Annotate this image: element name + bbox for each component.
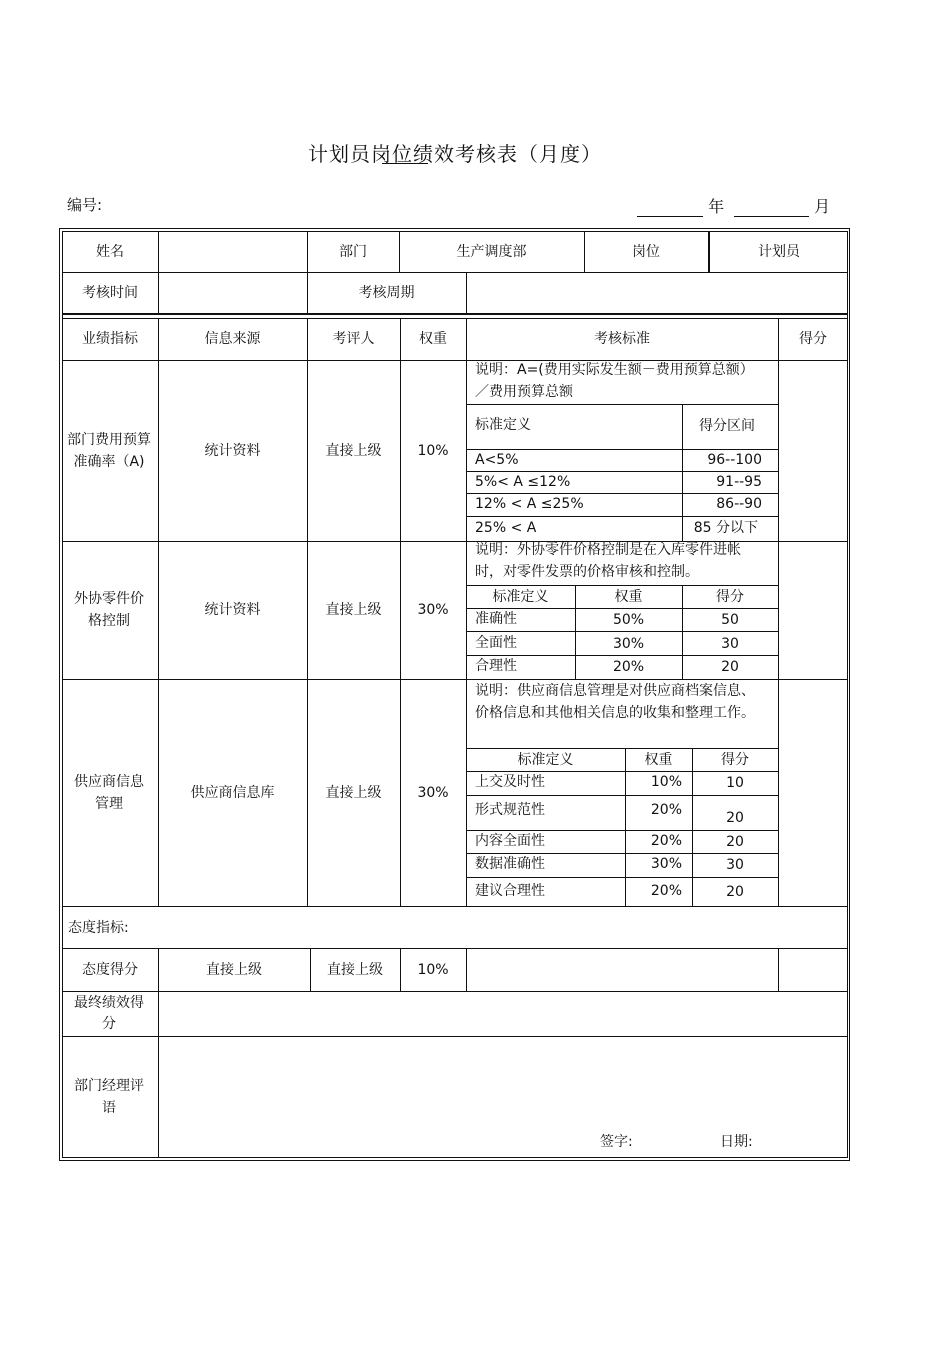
kpi1-row4-def: 25% < A (475, 520, 537, 536)
month-blank[interactable] (734, 198, 809, 217)
cycle-input[interactable] (466, 272, 848, 313)
kpi3-weight: 30% (417, 784, 449, 801)
kpi2-row2-score: 30 (721, 635, 739, 652)
kpi3-col-score: 得分 (721, 751, 749, 768)
kpi2-row1-weight: 50% (612, 611, 645, 628)
attitude-source: 直接上级 (206, 961, 262, 978)
kpi3-row2-weight: 20% (650, 802, 682, 818)
dept-label: 部门 (339, 243, 367, 260)
kpi1-row1-def: A<5% (475, 452, 519, 468)
attitude-score-label: 态度得分 (82, 961, 138, 978)
kpi3-col-weight: 权重 (644, 751, 673, 768)
comment-label: 部门经理评语 (74, 1078, 144, 1116)
kpi2-row3-weight: 20% (612, 659, 645, 675)
kpi2-row2-weight: 30% (612, 635, 645, 652)
final-score-label: 最终绩效得分 (74, 994, 144, 1032)
attitude-score-cell[interactable] (778, 948, 848, 991)
kpi1-source: 统计资料 (204, 442, 261, 459)
dept-value: 生产调度部 (456, 243, 527, 260)
kpi1-row2-def: 5%< A ≤12% (475, 474, 571, 490)
time-input[interactable] (158, 272, 307, 313)
year-label: 年 (708, 197, 725, 216)
kpi3-row1-score: 10 (726, 775, 744, 791)
kpi3-row1-def: 上交及时性 (475, 774, 545, 790)
kpi3-row4-weight: 30% (650, 856, 682, 872)
serial-label: 编号: (67, 196, 103, 214)
col-weight: 权重 (419, 331, 447, 347)
col-standard: 考核标准 (594, 331, 650, 347)
post-label: 岗位 (632, 243, 660, 260)
kpi3-reviewer: 直接上级 (325, 784, 382, 801)
divider (62, 906, 848, 907)
kpi3-row1-weight: 10% (650, 774, 682, 790)
kpi1-row4-range: 85 分以下 (693, 520, 758, 536)
col-reviewer: 考评人 (332, 331, 375, 347)
kpi3-note: 说明：供应商信息管理是对供应商档案信息、价格信息和其他相关信息的收集和整理工作。 (475, 683, 755, 721)
sign-label: 签字: (600, 1134, 633, 1150)
page-title: 计划员岗位绩效考核表（月度） (308, 142, 602, 166)
kpi2-row1-score: 50 (721, 611, 739, 628)
kpi1-row2-range: 91--95 (716, 474, 762, 490)
kpi3-col-def: 标准定义 (517, 751, 574, 768)
year-field (637, 194, 724, 217)
month-field (734, 194, 830, 217)
kpi2-col-score: 得分 (716, 588, 744, 605)
attitude-reviewer: 直接上级 (327, 961, 383, 978)
date-label: 日期: (720, 1134, 753, 1150)
kpi3-row5-score: 20 (726, 883, 744, 900)
kpi3-name: 供应商信息管理 (74, 773, 144, 812)
kpi3-row5-def: 建议合理性 (475, 883, 545, 899)
name-input[interactable] (158, 231, 307, 272)
kpi2-row3-def: 合理性 (475, 658, 517, 674)
kpi1-col-range: 得分区间 (699, 418, 755, 434)
col-indicator: 业绩指标 (82, 331, 138, 347)
kpi2-row1-def: 准确性 (475, 611, 517, 627)
divider (466, 318, 467, 906)
kpi2-weight: 30% (417, 602, 449, 618)
kpi3-row3-weight: 20% (650, 833, 682, 849)
kpi2-col-weight: 权重 (614, 588, 643, 605)
time-label: 考核时间 (82, 284, 138, 301)
kpi3-source: 供应商信息库 (190, 784, 275, 801)
divider (466, 795, 778, 796)
kpi2-row2-def: 全面性 (475, 635, 517, 651)
kpi3-row3-score: 20 (726, 833, 744, 850)
kpi2-reviewer: 直接上级 (325, 602, 382, 618)
final-score-cell[interactable] (158, 991, 848, 1036)
month-label: 月 (814, 197, 831, 216)
kpi2-name: 外协零件价格控制 (74, 591, 144, 629)
kpi3-row2-score: 20 (726, 810, 744, 826)
kpi3-row5-weight: 20% (650, 883, 682, 899)
kpi1-weight: 10% (417, 442, 449, 459)
kpi1-reviewer: 直接上级 (325, 442, 382, 459)
kpi1-row3-def: 12% < A ≤25% (475, 496, 584, 512)
kpi2-row3-score: 20 (721, 659, 739, 675)
kpi1-row1-range: 96--100 (707, 452, 762, 468)
kpi2-col-def: 标准定义 (492, 588, 549, 605)
kpi3-row3-def: 内容全面性 (475, 833, 545, 849)
attitude-standard-cell[interactable] (466, 948, 778, 991)
title-underline (382, 163, 428, 164)
attitude-weight: 10% (417, 961, 449, 978)
col-source: 信息来源 (204, 331, 261, 347)
name-label: 姓名 (96, 243, 124, 260)
year-blank[interactable] (637, 198, 703, 217)
kpi2-note: 说明：外协零件价格控制是在入库零件进帐时，对零件发票的价格审核和控制。 (475, 542, 741, 580)
post-value: 计划员 (758, 243, 800, 260)
attitude-section-label: 态度指标: (68, 920, 129, 936)
comment-area[interactable] (158, 1036, 848, 1132)
col-score: 得分 (799, 331, 827, 347)
divider (62, 313, 848, 315)
kpi1-row3-range: 86--90 (716, 496, 762, 512)
kpi2-source: 统计资料 (204, 602, 261, 618)
kpi3-row4-score: 30 (726, 857, 744, 873)
kpi1-col-def: 标准定义 (475, 417, 531, 433)
kpi1-note: 说明：A=(费用实际发生额－费用预算总额）／费用预算总额 (475, 362, 754, 400)
kpi1-name: 部门费用预算准确率（A) (67, 431, 151, 470)
kpi3-row2-def: 形式规范性 (475, 802, 545, 818)
kpi3-row4-def: 数据准确性 (475, 856, 545, 872)
cycle-label: 考核周期 (358, 284, 415, 301)
divider (778, 318, 779, 906)
